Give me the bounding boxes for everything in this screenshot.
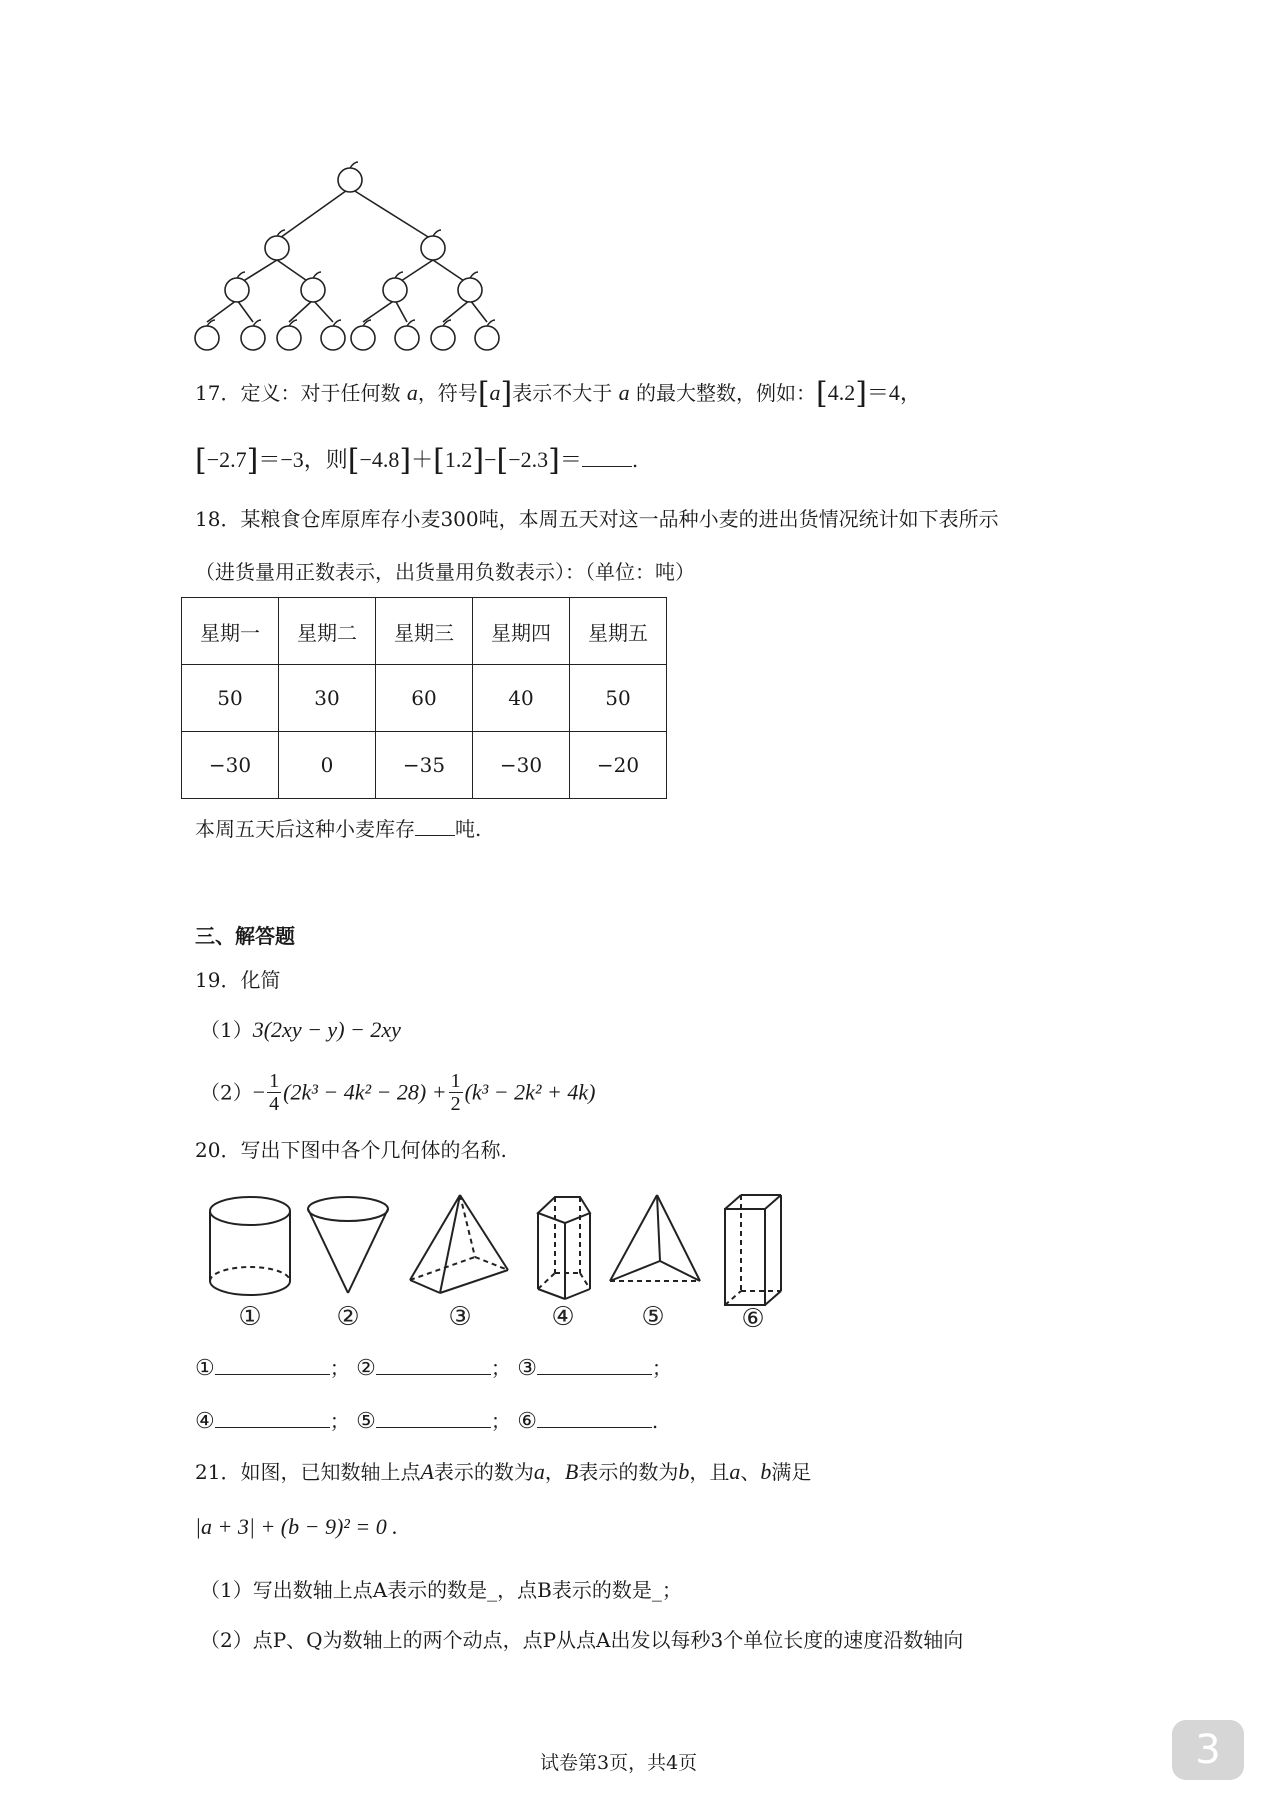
section-title: 三、解答题 [195, 924, 295, 948]
table-cell: −30 [182, 732, 279, 799]
apple-icon [277, 326, 301, 350]
table-row [182, 732, 667, 799]
cone-icon [308, 1197, 388, 1293]
q17-line2: [−2.7]＝−3，则[−4.8]＋[1.2]−[−2.3]＝ . [195, 443, 639, 478]
table-cell: 0 [279, 732, 376, 799]
answer-blank[interactable] [376, 1354, 491, 1375]
q20-title: 20．写出下图中各个几何体的名称. [195, 1138, 507, 1162]
triangular-pyramid-icon [610, 1195, 700, 1281]
answer-blank[interactable] [215, 1407, 330, 1428]
table-cell: 星期一 [182, 598, 279, 665]
apple-icon [431, 326, 455, 350]
apple-icon [395, 326, 419, 350]
q18-after: 本周五天后这种小麦库存 吨. [195, 817, 482, 841]
page-footer: 试卷第3页，共4页 [540, 1752, 698, 1774]
apple-icon [195, 326, 219, 350]
rectangular-prism-icon [725, 1195, 781, 1305]
apple-icon [241, 326, 265, 350]
wheat-table [181, 597, 667, 799]
pentagonal-prism-icon [538, 1197, 590, 1299]
q18-line2: （进货量用正数表示，出货量用负数表示）：（单位：吨） [195, 560, 695, 584]
apple-tree-figure [185, 160, 515, 360]
apple-icon [338, 168, 362, 192]
q21-equation: |a + 3| + (b − 9)² = 0 . [195, 1514, 398, 1539]
q20-answers-row2: ④ ； ⑤ ； ⑥ . [195, 1409, 659, 1434]
apple-icon [351, 326, 375, 350]
table-cell: 30 [279, 665, 376, 732]
table-row [182, 665, 667, 732]
answer-blank[interactable] [582, 446, 632, 467]
q21-part2: （2）点P、Q为数轴上的两个动点，点P从点A出发以每秒3个单位长度的速度沿数轴向 [200, 1628, 964, 1652]
page-number-badge: 3 [1172, 1720, 1244, 1780]
q20-answers-row1: ① ； ② ； ③ ； [195, 1356, 672, 1381]
apple-icon [383, 278, 407, 302]
solid-label-1: ① [238, 1302, 262, 1330]
q21-part1: （1）写出数轴上点A表示的数是_，点B表示的数是_； [200, 1578, 682, 1602]
table-header-row [182, 598, 667, 665]
apple-icon [265, 236, 289, 260]
apple-icon [421, 236, 445, 260]
table-cell: −30 [473, 732, 570, 799]
q17-line1: 17．定义：对于任何数 a，符号[a]表示不大于 a 的最大整数，例如：[4.2]＝4， [195, 376, 922, 411]
solid-label-2: ② [336, 1302, 360, 1330]
apple-icon [225, 278, 249, 302]
square-pyramid-icon [410, 1195, 508, 1293]
table-cell: 50 [182, 665, 279, 732]
apple-icon [458, 278, 482, 302]
solid-label-3: ③ [448, 1302, 472, 1330]
solids-figure [195, 1185, 795, 1330]
answer-blank[interactable] [415, 815, 455, 836]
answer-blank[interactable] [376, 1407, 491, 1428]
solid-label-5: ⑤ [641, 1302, 665, 1330]
solid-label-6: ⑥ [741, 1304, 765, 1330]
apple-icon [301, 278, 325, 302]
table-cell: 40 [473, 665, 570, 732]
answer-blank[interactable] [215, 1354, 330, 1375]
q21-line1: 21．如图，已知数轴上点A表示的数为a，B表示的数为b，且a、b满足 [195, 1459, 812, 1484]
q19-part2: （2）− $\frac{1}{4}$ (2k³ − 4k² − 28) + $\frac{1}{2}$ (k³ − 2k² + 4k) [200, 1070, 596, 1115]
q19-title: 19．化简 [195, 968, 281, 992]
table-cell: −20 [570, 732, 667, 799]
table-cell: 星期五 [570, 598, 667, 665]
apple-icon [475, 326, 499, 350]
solid-label-4: ④ [551, 1302, 575, 1330]
table-cell: 星期二 [279, 598, 376, 665]
cylinder-icon [210, 1197, 290, 1295]
q18-line1: 18．某粮食仓库原库存小麦300吨，本周五天对这一品种小麦的进出货情况统计如下表所示 [195, 507, 999, 531]
table-cell: 50 [570, 665, 667, 732]
answer-blank[interactable] [537, 1354, 652, 1375]
table-cell: −35 [376, 732, 473, 799]
q19-part1: （1）3(2xy − y) − 2xy [200, 1017, 401, 1042]
table-cell: 星期四 [473, 598, 570, 665]
table-cell: 60 [376, 665, 473, 732]
answer-blank[interactable] [537, 1407, 652, 1428]
table-cell: 星期三 [376, 598, 473, 665]
apple-icon [321, 326, 345, 350]
